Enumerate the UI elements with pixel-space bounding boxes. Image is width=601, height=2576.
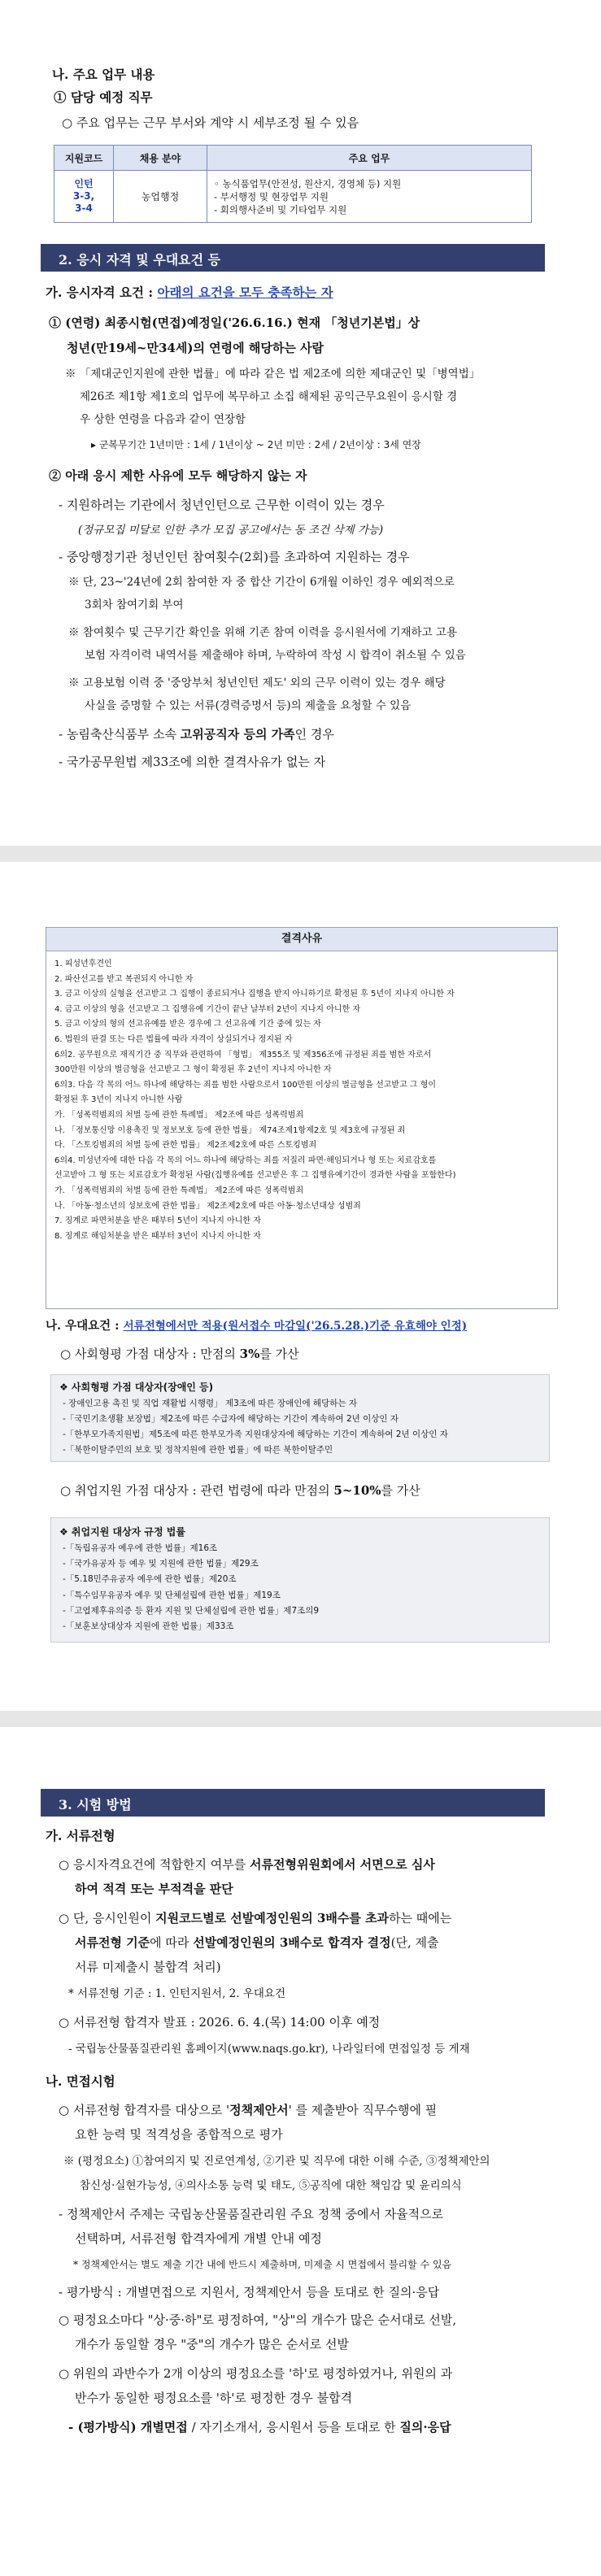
employment-support-bonus xyxy=(60,1483,420,1499)
screening-rule xyxy=(59,1911,451,1926)
employment-support-box-title: ❖ 취업지원 대상자 규정 법률 xyxy=(59,1526,185,1538)
employment-law-item: -「고엽제후유의증 등 환자 지원 및 단체설립에 관한 법률」제7조의9 xyxy=(63,1605,320,1616)
code-line: 3-3, xyxy=(72,190,95,202)
interview-rule-cont: 요한 능력 및 적격성을 종합적으로 평가 xyxy=(75,2127,283,2142)
section-heading-duties: 나. 주요 업무 내용 xyxy=(52,67,155,82)
section-bar-title: 2. 응시 자격 및 우대요건 등 xyxy=(59,252,221,268)
duty-line: - 회의행사준비 및 기타업무 지원 xyxy=(214,203,347,215)
disqualification-item: 4. 금고 이상의 형을 선고받고 그 집행유예 기간이 끝난 날부터 2년이 지나지 아니한 자 xyxy=(54,1004,361,1014)
section-bar-exam xyxy=(41,1789,545,1817)
screening-announcement: ○ 서류전형 합격자 발표 : 2026. 6. 4.(목) 14:00 이후 예정 xyxy=(59,2015,381,2030)
format-text-bold: 질의·응답 xyxy=(399,2420,451,2435)
rule-text-bold: 지원코드별로 선발예정인원의 3배수를 초과 xyxy=(155,1911,390,1925)
table-cell-field: 농업행정 xyxy=(114,171,207,223)
bonus-text: 를 가산 xyxy=(381,1483,420,1498)
restriction-note: ※ 고용보험 이력 중 '중앙부처 청년인턴 제도' 외의 근무 이력이 있는 경우 해당 xyxy=(68,677,446,690)
table-row xyxy=(54,171,532,223)
duty-table xyxy=(54,145,532,223)
page-separator xyxy=(0,1711,601,1727)
veteran-note: ※ 「제대군인지원에 관한 법률」에 따라 같은 법 제2조에 의한 제대군인 및「병역법」 xyxy=(65,368,481,381)
bonus-text: 를 가산 xyxy=(259,1347,299,1361)
format-text: / 자기소개서, 응시원서 등을 토대로 한 xyxy=(191,2420,396,2435)
announcement-note: - 국립농산물품질관리원 홈페이지(www.naqs.go.kr), 나라일터에 면접일정 등 게재 xyxy=(68,2043,470,2056)
preference-heading-label: 나. 우대요건 : xyxy=(46,1319,120,1333)
restriction-text: 인 경우 xyxy=(294,727,334,742)
restriction-note: ※ 단, 23~'24년에 2회 참여한 자 중 합산 기간이 6개월 이하인 경우 예외적으로 xyxy=(68,576,455,589)
rule-text-bold: 서류전형 기준 xyxy=(75,1935,150,1950)
screening-rule-cont: 서류 미제출시 불합격 처리) xyxy=(75,1960,221,1974)
bonus-value: 5~10% xyxy=(333,1483,381,1498)
employment-law-item: -「보훈보상대상자 지원에 관한 법률」제33조 xyxy=(63,1621,234,1632)
restriction-text-bold: 고위공직자 등의 가족 xyxy=(180,727,295,742)
disqualification-item: 6. 법원의 판결 또는 다른 법률에 따라 자격이 상실되거나 정지된 자 xyxy=(54,1034,293,1044)
interview-method: - 평가방식 : 개별면접으로 지원서, 정책제안서 등을 토대로 한 질의·응답 xyxy=(59,2285,440,2300)
restriction-note: ※ 참여횟수 및 근무기간 확인을 위해 기존 참여 이력을 응시원서에 기재하고 고용 xyxy=(68,626,458,639)
veteran-note-cont: 우 상한 연령을 다음과 같이 연장함 xyxy=(80,413,246,426)
disqualification-item: 300만원 이상의 벌금형을 선고받고 그 형이 확정된 후 2년이 지나지 아니한 자 xyxy=(54,1065,332,1075)
rule-text: ' 를 제출받아 직무수행에 필 xyxy=(288,2103,438,2117)
screening-rule xyxy=(59,1857,435,1873)
proposal-note: * 정책제안서는 별도 제출 기간 내에 반드시 제출하며, 미제출 시 면접에서 불리할 수 있음 xyxy=(73,2259,452,2270)
disqualification-box-title: 결격사유 xyxy=(46,928,557,951)
qualification-heading-label: 가. 응시자격 요건 : xyxy=(46,285,154,300)
rule-text: (단, 제출 xyxy=(390,1935,439,1950)
employment-law-item: -「5.18민주유공자 예우에 관한 법률」제20조 xyxy=(63,1574,237,1585)
disqualification-item: 다. 「스토킹범죄의 처벌 등에 관한 법률」 제2조제2호에 따른 스토킹범죄 xyxy=(54,1141,317,1151)
rule-text: 에 따라 xyxy=(150,1935,189,1950)
disqualification-item: 5. 금고 이상의 형의 선고유예를 받은 경우에 그 선고유예 기간 중에 있는 자 xyxy=(54,1020,321,1029)
document-screening-heading: 가. 서류전형 xyxy=(46,1828,115,1843)
fail-rule-cont: 반수가 동일한 평정요소를 '하'로 평정한 경우 불합격 xyxy=(75,2391,353,2405)
social-equity-box-title: ❖ 사회형평 가점 대상자(장애인 등) xyxy=(59,1382,214,1393)
rule-text: ○ 단, 응시인원이 xyxy=(59,1911,152,1925)
social-equity-list xyxy=(63,1396,448,1458)
disqualification-item: 3. 금고 이상의 실형을 선고받고 그 집행이 종료되거나 집행을 받지 아니하기로 확정된 후 5년이 지나지 아니한 자 xyxy=(54,990,455,999)
code-line: 인턴 xyxy=(74,178,94,189)
disqualification-item: 8. 징계로 해임처분을 받은 때부터 3년이 지나지 아니한 자 xyxy=(54,1231,261,1241)
restriction-item: - 중앙행정기관 청년인턴 참여횟수(2회)를 초과하여 지원하는 경우 xyxy=(59,550,410,564)
section-bar-qualifications xyxy=(41,244,545,272)
interview-rule xyxy=(59,2103,437,2118)
screening-criteria-note: * 서류전형 기준 : 1. 인턴지원서, 2. 우대요건 xyxy=(68,1987,286,2000)
disqualification-item: 6의3. 다음 각 목의 어느 하나에 해당하는 죄를 범한 사람으로서 100만원 이상의 벌금형을 선고받고 그 형이 xyxy=(54,1080,437,1090)
rule-text-bold: 정책제안서 xyxy=(229,2103,289,2117)
preference-heading-underlined: 서류전형에서만 적용(원서접수 마감일('26.5.28.)기준 유효해야 인정) xyxy=(123,1320,468,1333)
rule-text: ○ 서류전형 합격자를 대상으로 ' xyxy=(59,2103,230,2117)
employment-law-item: -「특수임무유공자 예우 및 단체설립에 관한 법률」제19조 xyxy=(63,1590,281,1600)
preference-heading xyxy=(46,1319,467,1334)
table-header-row xyxy=(54,146,532,171)
rule-text-bold: 선발예정인원의 3배수로 합격자 결정 xyxy=(193,1935,391,1950)
interview-heading: 나. 면접시험 xyxy=(46,2073,115,2089)
restriction-text: - 농림축산식품부 소속 xyxy=(59,727,177,742)
subheading-duty: ① 담당 예정 직무 xyxy=(54,89,153,105)
disqualification-item: 6의2. 공무원으로 재직기간 중 직무와 관련하여 「형법」 제355조 및 제356조에 규정된 죄를 범한 자로서 xyxy=(54,1050,432,1060)
page-3 xyxy=(0,1727,601,2576)
rating-rule-cont: 개수가 동일할 경우 "중"의 개수가 많은 순서로 선발 xyxy=(75,2337,349,2352)
restriction-heading: ② 아래 응시 제한 사유에 모두 해당하지 않는 자 xyxy=(49,468,307,483)
proposal-topic-cont: 선택하며, 서류전형 합격자에게 개별 안내 예정 xyxy=(75,2231,322,2246)
social-equity-item: - 장애인고용 촉진 및 직업 재활법 시행령」 제3조에 따른 장애인에 해당하는 자 xyxy=(63,1399,357,1408)
employment-law-item: -「국가유공자 등 예우 및 지원에 관한 법률」제29조 xyxy=(63,1559,259,1569)
rule-text: ○ 응시자격요건에 적합한지 여부를 xyxy=(59,1857,246,1872)
disqualification-list xyxy=(54,957,552,1244)
rule-text-bold: 서류전형위원회에서 서면으로 심사 xyxy=(250,1857,435,1872)
screening-rule-cont: 하여 적격 또는 부적격을 판단 xyxy=(75,1882,233,1896)
fail-rule: ○ 위원의 과반수가 2개 이상의 평정요소를 '하'로 평정하였거나, 위원의 과 xyxy=(59,2366,453,2381)
duty-note: ○ 주요 업무는 근무 부서와 계약 시 세부조정 될 수 있음 xyxy=(62,115,359,130)
disqualification-box xyxy=(46,927,558,1309)
qualification-heading-underlined: 아래의 요건을 모두 충족하는 자 xyxy=(157,285,333,300)
table-header: 지원코드 xyxy=(54,146,114,171)
employment-support-list xyxy=(63,1541,319,1634)
restriction-note-cont: 사실을 증명할 수 있는 서류(경력증명서 등)의 제출을 요청할 수 있음 xyxy=(85,699,412,712)
rating-rule: ○ 평정요소마다 "상·중·하"로 평정하여, "상"의 개수가 많은 순서대로 선발, xyxy=(59,2313,457,2327)
table-cell-duties xyxy=(207,171,532,223)
format-text-bold: - (평가방식) 개별면접 xyxy=(68,2420,188,2435)
screening-rule-cont xyxy=(75,1935,439,1951)
table-header: 주요 업무 xyxy=(207,146,532,171)
restriction-item: - 국가공무원법 제33조에 의한 결격사유가 없는 자 xyxy=(59,755,326,769)
duty-line: ◦ 농식품업무(안전성, 원산지, 경영체 등) 지원 xyxy=(214,177,402,189)
disqualification-item: 6의4. 미성년자에 대한 다음 각 목의 어느 하나에 해당하는 죄를 저질러 파면·해임되거나 형 또는 치료감호를 xyxy=(54,1155,437,1165)
military-extension-rule: ▸ 군복무기간 1년미만 : 1세 / 1년이상 ~ 2년 미만 : 2세 / 2년이상 : 3세 연장 xyxy=(91,439,421,450)
veteran-note-cont: 제26조 제1항 제1호의 업무에 복무하고 소집 해제된 공익근무요원이 응시할 경 xyxy=(80,390,458,403)
social-equity-bonus xyxy=(60,1347,299,1362)
page-1 xyxy=(0,0,601,846)
duty-line: - 부서행정 및 현장업무 지원 xyxy=(214,190,329,202)
social-equity-item: -「국민기초생활 보장법」제2조에 따른 수급자에 해당하는 기간이 계속하여 2년 이상인 자 xyxy=(63,1414,399,1424)
restriction-note-cont: 3회차 참여기회 부여 xyxy=(85,598,184,611)
disqualification-item: 1. 피성년후견인 xyxy=(54,959,112,968)
disqualification-item: 선고받아 그 형 또는 치료감호가 확정된 사람(집행유예를 선고받은 후 그 집행유예기간이 경과한 사람을 포함한다) xyxy=(54,1171,456,1181)
interview-format xyxy=(68,2420,451,2435)
restriction-item-note: (정규모집 미달로 인한 추가 모집 공고에서는 동 조건 삭제 가능) xyxy=(78,524,384,537)
evaluation-factors-cont: 참신성·실현가능성, ④의사소통 능력 및 태도, ⑤공직에 대한 책임감 및 윤리의식 xyxy=(80,2179,462,2192)
page-separator xyxy=(0,846,601,862)
code-line: 3-4 xyxy=(75,202,93,214)
social-equity-item: -「한부모가족지원법」제5조에 따른 한부모가족 지원대상자에 해당하는 기간이 계속하여 2년 이상인 자 xyxy=(63,1429,448,1439)
disqualification-item: 가. 「성폭력범죄의 처벌 등에 관한 특례법」 제2조에 따른 성폭력범죄 xyxy=(54,1186,304,1195)
bonus-text: ○ 취업지원 가점 대상자 : 관련 법령에 따라 만점의 xyxy=(60,1483,330,1498)
qualification-heading xyxy=(46,285,333,300)
bonus-value: 3% xyxy=(239,1347,260,1361)
restriction-item: - 지원하려는 기관에서 청년인턴으로 근무한 이력이 있는 경우 xyxy=(59,498,385,512)
disqualification-item: 2. 파산선고를 받고 복권되지 아니한 자 xyxy=(54,974,194,984)
table-cell-code xyxy=(54,171,114,223)
disqualification-item: 7. 징계로 파면처분을 받은 때부터 5년이 지나지 아니한 자 xyxy=(54,1216,261,1226)
restriction-note-cont: 보험 자격이력 내역서를 제출해야 하며, 누락하여 작성 시 합격이 취소될 수 있음 xyxy=(85,649,466,662)
disqualification-item: 확정된 후 3년이 지나지 아니한 사람 xyxy=(54,1095,183,1105)
age-requirement-line1: ① (연령) 최종시험(면접)예정일('26.6.16.) 현재 「청년기본법」상 xyxy=(49,315,420,330)
rule-text: 하는 때에는 xyxy=(389,1911,452,1925)
disqualification-item: 가. 「성폭력범죄의 처벌 등에 관한 특례법」 제2조에 따른 성폭력범죄 xyxy=(54,1110,304,1120)
page-2 xyxy=(0,862,601,1711)
table-header: 채용 분야 xyxy=(114,146,207,171)
bonus-text: ○ 사회형평 가점 대상자 : 만점의 xyxy=(60,1347,236,1361)
restriction-item xyxy=(59,727,334,742)
disqualification-item: 나. 「아동·청소년의 성보호에 관한 법률」 제2조제2호에 따른 아동·청소년대상 성범죄 xyxy=(54,1201,361,1211)
employment-support-box xyxy=(50,1517,550,1643)
employment-law-item: -「독립유공자 예우에 관한 법률」제16조 xyxy=(63,1543,218,1553)
evaluation-factors: ※ (평정요소) ①참여의지 및 진로연계성, ②기관 및 직무에 대한 이해 수준, ③정책제안의 xyxy=(63,2155,490,2168)
social-equity-box xyxy=(50,1374,550,1462)
disqualification-item: 나. 「정보통신망 이용촉진 및 정보보호 등에 관한 법률」 제74조제1항제2호 및 제3호에 규정된 죄 xyxy=(54,1125,406,1135)
social-equity-item: -「북한이탈주민의 보호 및 정착지원에 관한 법률」에 따른 북한이탈주민 xyxy=(63,1445,333,1455)
section-bar-title: 3. 시험 방법 xyxy=(59,1797,132,1812)
age-requirement-line2: 청년(만19세~만34세)의 연령에 해당하는 사람 xyxy=(67,341,324,355)
proposal-topic: - 정책제안서 주제는 국립농산물품질관리원 주요 정책 중에서 자율적으로 xyxy=(59,2207,444,2221)
